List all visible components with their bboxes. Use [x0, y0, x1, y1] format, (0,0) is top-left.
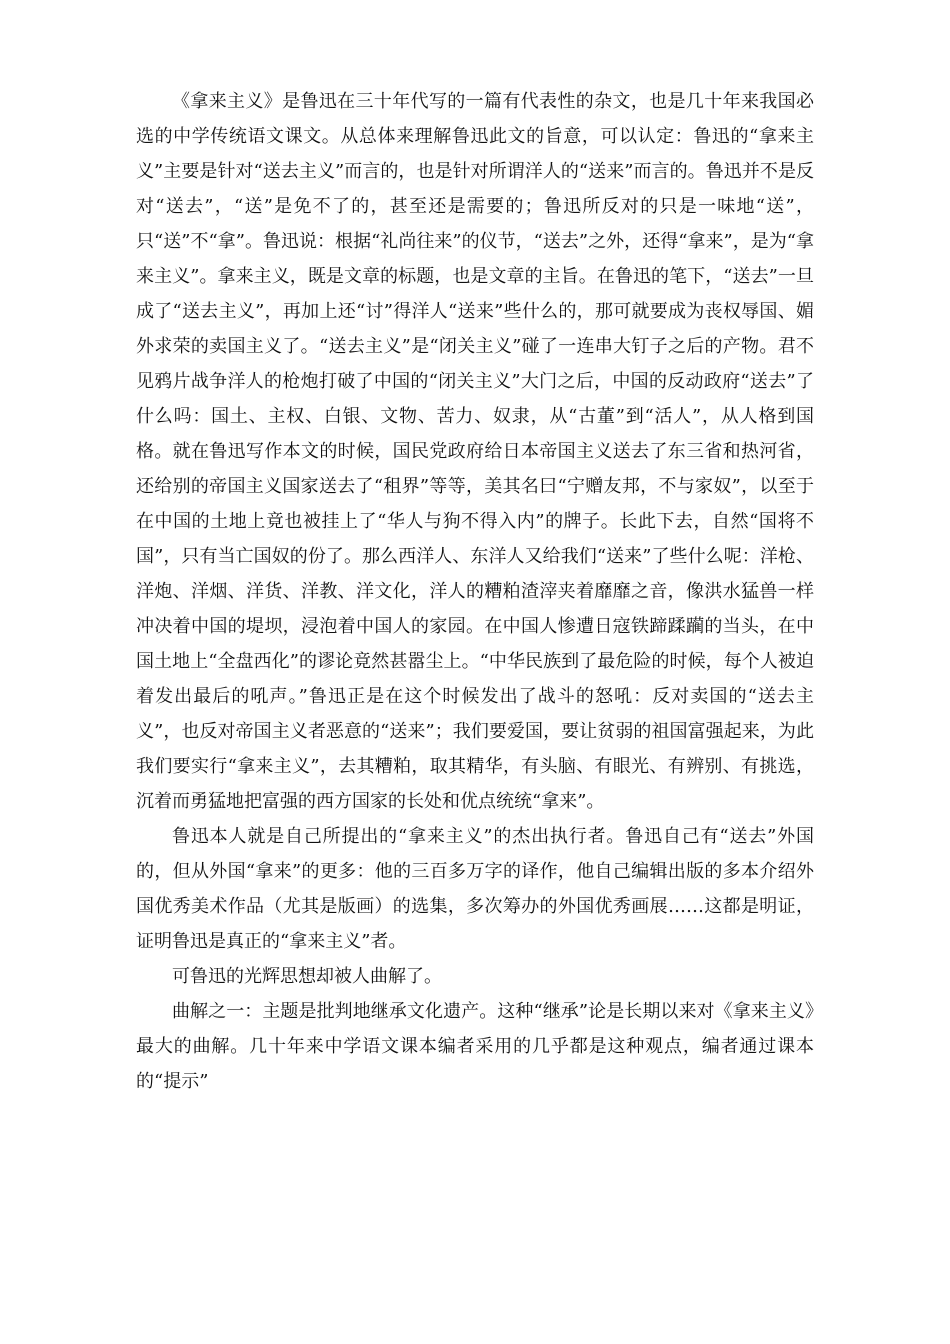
paragraph-1: 《拿来主义》是鲁迅在三十年代写的一篇有代表性的杂文，也是几十年来我国必选的中学传统语文课文。从总体来理解鲁迅此文的旨意，可以认定：鲁迅的“拿来主义”主要是针对“送去主义”而言的，也是针对所谓洋人的“送来”而言的。鲁迅并不是反对“送去”，“送”是免不了的，甚至还是需要的；鲁迅所反对的只是一味地“送”，只“送”不“拿”。鲁迅说：根据“礼尚往来”的仪节，“送去”之外，还得“拿来”，是为“拿来主义”。拿来主义，既是文章的标题，也是文章的主旨。在鲁迅的笔下，“送去”一旦成了“送去主义”，再加上还“讨”得洋人“送来”些什么的，那可就要成为丧权辱国、媚外求荣的卖国主义了。“送去主义”是“闭关主义”碰了一连串大钉子之后的产物。君不见鸦片战争洋人的枪炮打破了中国的“闭关主义”大门之后，中国的反动政府“送去”了什么吗：国土、主权、白银、文物、苦力、奴隶，从“古董”到“活人”，从人格到国格。就在鲁迅写作本文的时候，国民党政府给日本帝国主义送去了东三省和热河省，还给别的帝国主义国家送去了“租界”等等，美其名曰“宁赠友邦，不与家奴”，以至于在中国的土地上竟也被挂上了“华人与狗不得入内”的牌子。长此下去，自然“国将不国”，只有当亡国奴的份了。那么西洋人、东洋人又给我们“送来”了些什么呢：洋枪、洋炮、洋烟、洋货、洋教、洋文化，洋人的糟粕渣滓夹着靡靡之音，像洪水猛兽一样冲决着中国的堤坝，浸泡着中国人的家园。在中国人惨遭日寇铁蹄蹂躏的当头，在中国土地上“全盘西化”的谬论竟然甚嚣尘上。“中华民族到了最危险的时候，每个人被迫着发出最后的吼声。”鲁迅正是在这个时候发出了战斗的怒吼：反对卖国的“送去主义”，也反对帝国主义者恶意的“送来”；我们要爱国，要让贫弱的祖国富强起来，为此我们要实行“拿来主义”，去其糟粕，取其精华，有头脑、有眼光、有辨别、有挑选，沉着而勇猛地把富强的西方国家的长处和优点统统“拿来”。 [136, 91, 814, 812]
paragraph-4: 曲解之一：主题是批判地继承文化遗产。这种“继承”论是长期以来对《拿来主义》最大的曲解。几十年来中学语文课本编者采用的几乎都是这种观点，编者通过课本的“提示” [136, 1001, 814, 1092]
article-body [136, 84, 814, 1099]
paragraph-3: 可鲁迅的光辉思想却被人曲解了。 [172, 966, 442, 987]
paragraph-2: 鲁迅本人就是自己所提出的“拿来主义”的杰出执行者。鲁迅自己有“送去”外国的，但从外国“拿来”的更多：他的三百多万字的译作，他自己编辑出版的多本介绍外国优秀美术作品（尤其是版画）的选集，多次筹办的外国优秀画展……这都是明证，证明鲁迅是真正的“拿来主义”者。 [136, 826, 814, 952]
